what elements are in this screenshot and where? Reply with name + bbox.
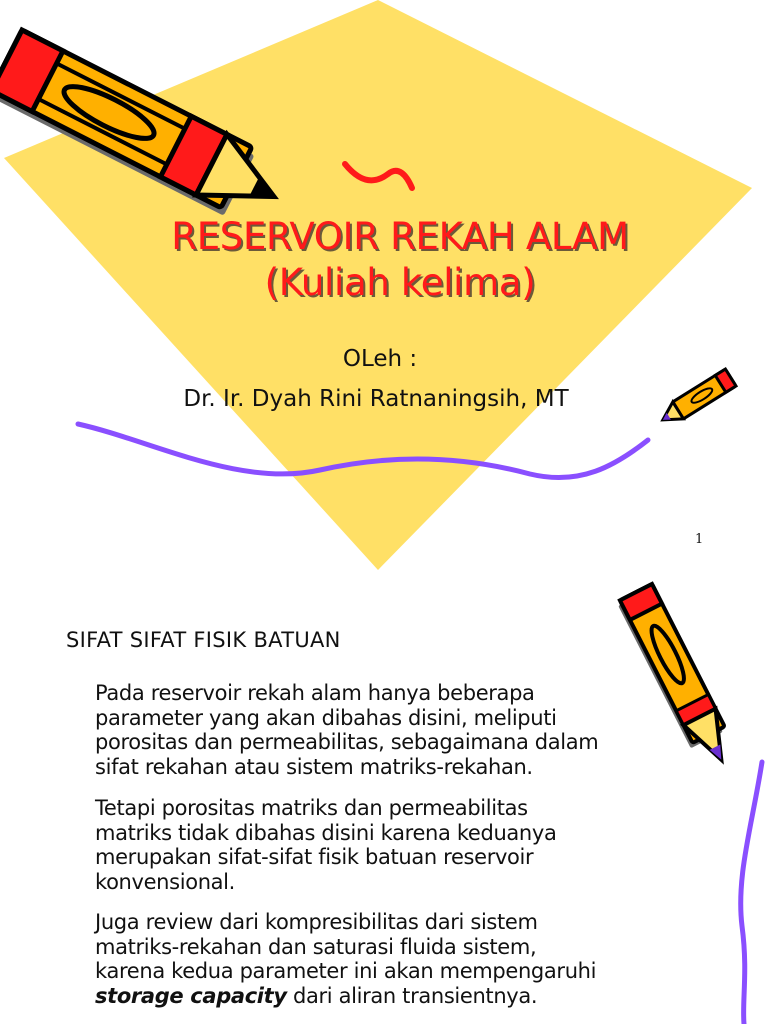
title-line-1: RESERVOIR REKAH ALAM: [171, 215, 629, 258]
paragraph-line-rest: dari aliran transientnya.: [286, 983, 538, 1008]
paragraph-1: [95, 681, 715, 779]
paragraph-3: [95, 910, 715, 1008]
by-label: OLeh :: [342, 346, 418, 372]
paragraph-line: merupakan sifat-sifat fisik batuan reservoir: [95, 845, 534, 869]
page-number: 1: [695, 532, 704, 547]
title-line-2: (Kuliah kelima): [264, 261, 536, 304]
paragraph-line-last: [95, 984, 715, 1009]
paragraph-2: [95, 796, 715, 894]
slide-title: [0, 214, 768, 306]
paragraph-line: karena kedua parameter ini akan mempengaruhi: [95, 959, 597, 983]
paragraph-line: sifat rekahan atau sistem matriks-rekahan.: [95, 754, 533, 779]
paragraph-line: parameter yang akan dibahas disini, meliputi: [95, 705, 557, 730]
section-heading: SIFAT SIFAT FISIK BATUAN: [66, 628, 341, 652]
paragraph-line: Juga review dari kompresibilitas dari sistem: [95, 910, 538, 934]
content-slide: [0, 576, 768, 1024]
paragraph-line: Pada reservoir rekah alam hanya beberapa: [95, 681, 535, 705]
purple-squiggle-line: [741, 762, 762, 1024]
paragraph-line: porositas dan permeabilitas, sebagaimana dalam: [95, 730, 599, 754]
paragraph-line: matriks tidak dibahas disini karena keduanya: [95, 820, 557, 845]
author-name: Dr. Ir. Dyah Rini Ratnaningsih, MT: [183, 386, 569, 412]
paragraph-line: Tetapi porositas matriks dan permeabilitas: [95, 796, 528, 820]
paragraph-line: konvensional.: [95, 869, 235, 894]
paragraph-line: matriks-rekahan dan saturasi fluida sistem,: [95, 934, 537, 959]
emphasis-text: storage capacity: [95, 983, 287, 1008]
